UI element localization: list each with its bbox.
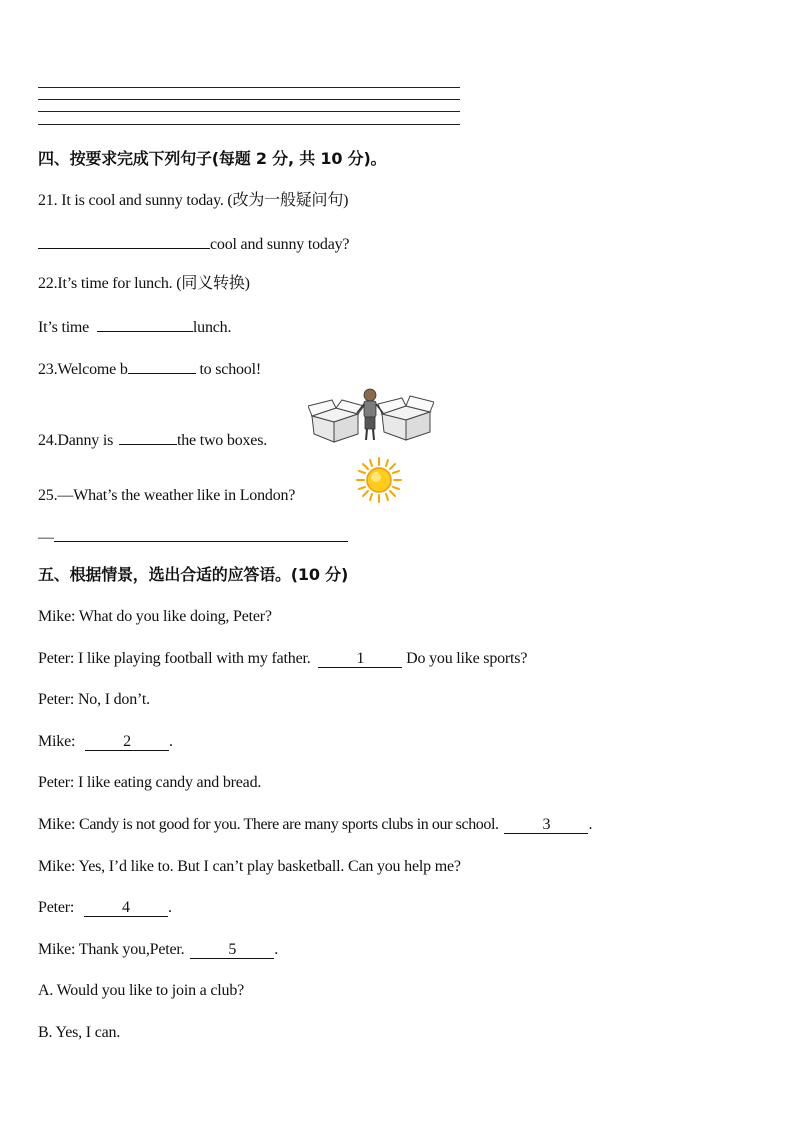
sun-picture <box>356 457 402 503</box>
dialogue-text: What do you like doing, Peter? <box>78 608 272 625</box>
dialogue-text: I like eating candy and bread. <box>77 774 262 791</box>
option-text: Would you like to join a club? <box>56 982 245 999</box>
option-a <box>38 981 244 1001</box>
dialogue-line-2 <box>38 649 527 669</box>
speaker: Mike: <box>38 858 76 875</box>
boy-between-boxes-picture <box>308 386 434 444</box>
dialogue-text: No, I don’t. <box>77 691 150 708</box>
q21-tail: cool and sunny today? <box>210 236 350 253</box>
q22-tail: lunch. <box>192 319 232 336</box>
answer-blank-4[interactable]: 4 <box>84 900 168 917</box>
q23-line <box>38 358 261 380</box>
q24-tail: the two boxes. <box>176 432 268 449</box>
dialogue-after: . <box>167 899 172 916</box>
dialogue-after: . <box>169 733 173 750</box>
option-label: A. <box>38 982 54 999</box>
q25-dash: — <box>38 529 54 546</box>
option-label: B. <box>38 1024 53 1041</box>
q25-answer-line <box>38 526 348 548</box>
dialogue-text: Candy is not good for you. There are many sports clubs in our school. <box>79 816 499 833</box>
answer-blank-1[interactable]: 1 <box>318 651 402 668</box>
dialogue-text: Thank you,Peter. <box>78 941 185 958</box>
q21-prompt: 21. It is cool and sunny today. (改为一般疑问句) <box>38 192 349 209</box>
answer-blank-5[interactable]: 5 <box>190 942 274 959</box>
answer-line-4 <box>38 124 460 125</box>
q22-blank[interactable] <box>97 316 193 332</box>
dialogue-line-9 <box>38 940 278 960</box>
dialogue-text: Yes, I’d like to. But I can’t play basketball. Can you help me? <box>78 858 461 875</box>
dialogue-text: I like playing football with my father. <box>77 650 311 667</box>
speaker: Mike: <box>38 941 76 958</box>
dialogue-line-3 <box>38 690 150 710</box>
dialogue-line-8 <box>38 898 172 918</box>
speaker: Mike: <box>38 816 76 833</box>
speaker: Mike: <box>38 733 76 750</box>
option-text: Yes, I can. <box>55 1024 121 1041</box>
q23-tail: to school! <box>199 361 261 378</box>
answer-blank-2[interactable]: 2 <box>85 734 169 751</box>
speaker: Peter: <box>38 899 75 916</box>
speaker: Peter: <box>38 691 75 708</box>
dialogue-line-7 <box>38 857 461 877</box>
dialogue-after: . <box>588 816 593 833</box>
q24-head: 24.Danny is <box>38 432 114 449</box>
q22-head: It’s time <box>38 319 90 336</box>
q23-blank[interactable] <box>128 358 196 374</box>
answer-line-2 <box>38 99 460 100</box>
answer-line-3 <box>38 111 460 112</box>
dialogue-line-4 <box>38 732 173 752</box>
dialogue-after: Do you like sports? <box>406 650 528 667</box>
q23-head: 23.Welcome b <box>38 361 128 378</box>
q24-line <box>38 429 267 451</box>
option-b <box>38 1023 120 1043</box>
dialogue-line-6 <box>38 815 592 835</box>
answer-line-1 <box>38 87 460 88</box>
q22-prompt: 22.It’s time for lunch. (同义转换) <box>38 275 250 292</box>
answer-blank-3[interactable]: 3 <box>504 817 588 834</box>
q22-answer-line <box>38 316 231 338</box>
section-4-heading: 四、按要求完成下列句子(每题 2 分, 共 10 分)。 <box>38 149 387 168</box>
speaker: Mike: <box>38 608 76 625</box>
dialogue-line-1 <box>38 607 272 627</box>
section-5-heading: 五、根据情景，选出合适的应答语。(10 分) <box>38 565 349 584</box>
speaker: Peter: <box>38 650 75 667</box>
dialogue-after: . <box>274 941 279 958</box>
boxes-illustration <box>308 386 434 444</box>
q24-blank[interactable] <box>119 429 177 445</box>
q25-blank[interactable] <box>54 526 348 542</box>
q25-prompt: 25.—What’s the weather like in London? <box>38 487 296 504</box>
q21-answer-line <box>38 233 349 255</box>
dialogue-line-5 <box>38 773 261 793</box>
q21-blank[interactable] <box>38 233 210 249</box>
speaker: Peter: <box>38 774 75 791</box>
sun-icon <box>356 457 402 503</box>
